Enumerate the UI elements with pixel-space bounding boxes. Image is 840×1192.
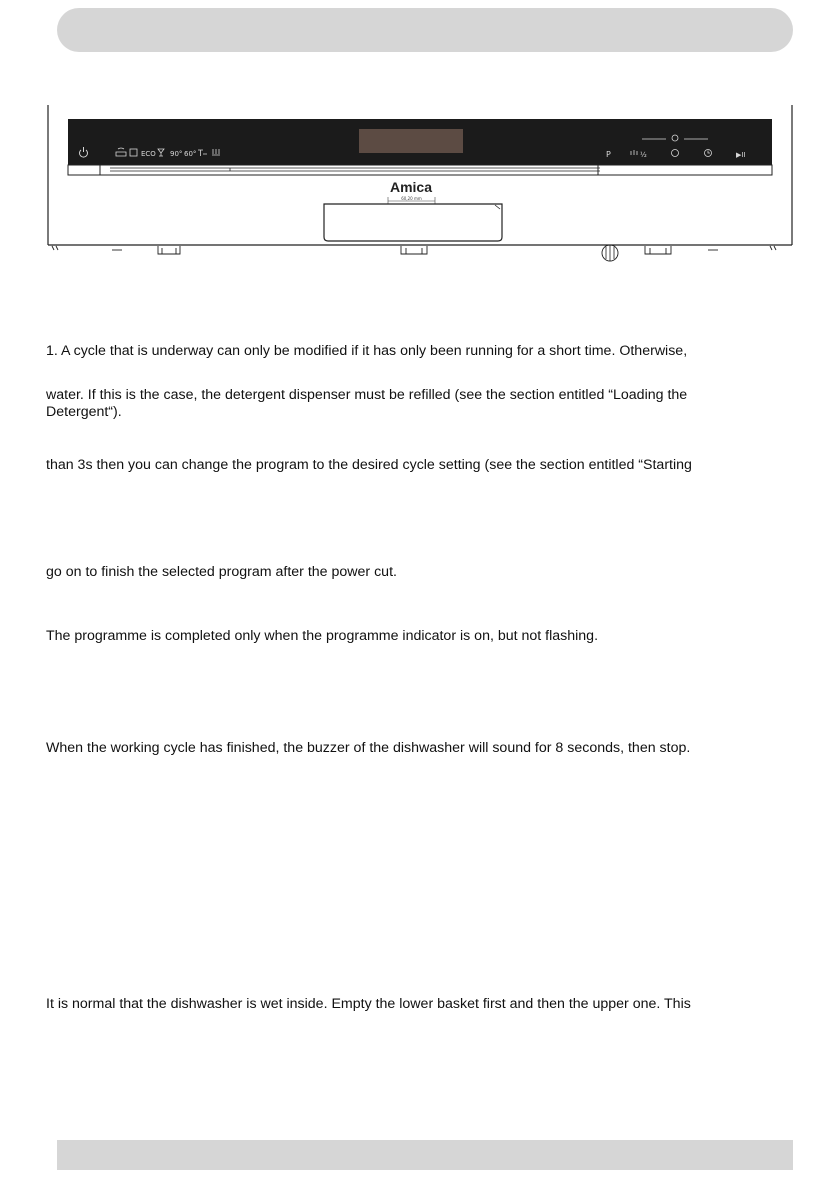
paragraph-7 <box>46 996 786 1013</box>
text-line: It is normal that the dishwasher is wet inside. Empty the lower basket first and then the upper one. This <box>46 996 691 1012</box>
door-handle-recess <box>324 204 502 241</box>
text-line: water. If this is the case, the detergent dispenser must be refilled (see the section entitled “Loading the <box>46 387 688 403</box>
paragraph-1 <box>46 343 786 360</box>
display-window <box>359 129 463 153</box>
text-line: than 3s then you can change the program to the desired cycle setting (see the section entitled “Starting <box>46 457 692 473</box>
dimension-label: 60,20 mm <box>401 196 422 201</box>
paragraph-3 <box>46 457 786 474</box>
text-line: Detergent“). <box>46 404 122 420</box>
footer-bar <box>57 1140 793 1170</box>
paragraph-2 <box>46 387 786 421</box>
control-panel-drawing <box>40 105 800 265</box>
dishwasher-control-panel-diagram <box>40 105 800 265</box>
start-pause-button[interactable]: ▶II <box>736 151 746 159</box>
base-hinges <box>52 246 776 254</box>
text-line: When the working cycle has finished, the buzzer of the dishwasher will sound for 8 seconds, then stop. <box>46 740 691 756</box>
brand-logo: Amica <box>389 179 433 195</box>
program-60-label: 60° <box>184 150 197 158</box>
eco-program-label: ECO <box>141 150 156 158</box>
text-line: The programme is completed only when the programme indicator is on, but not flashing. <box>46 628 599 644</box>
header-bar <box>57 8 793 52</box>
paragraph-6 <box>46 740 786 757</box>
text-line: 1. A cycle that is underway can only be modified if it has only been running for a short time. Otherwise, <box>46 343 688 359</box>
program-90-label: 90° <box>170 150 183 158</box>
paragraph-5 <box>46 628 786 645</box>
adjustable-foot-icon <box>602 245 618 261</box>
handle-strip <box>68 165 772 175</box>
paragraph-4 <box>46 564 786 581</box>
program-button[interactable]: P <box>606 150 611 159</box>
half-load-label: ½ <box>640 151 647 159</box>
text-line: go on to finish the selected program after the power cut. <box>46 564 397 580</box>
